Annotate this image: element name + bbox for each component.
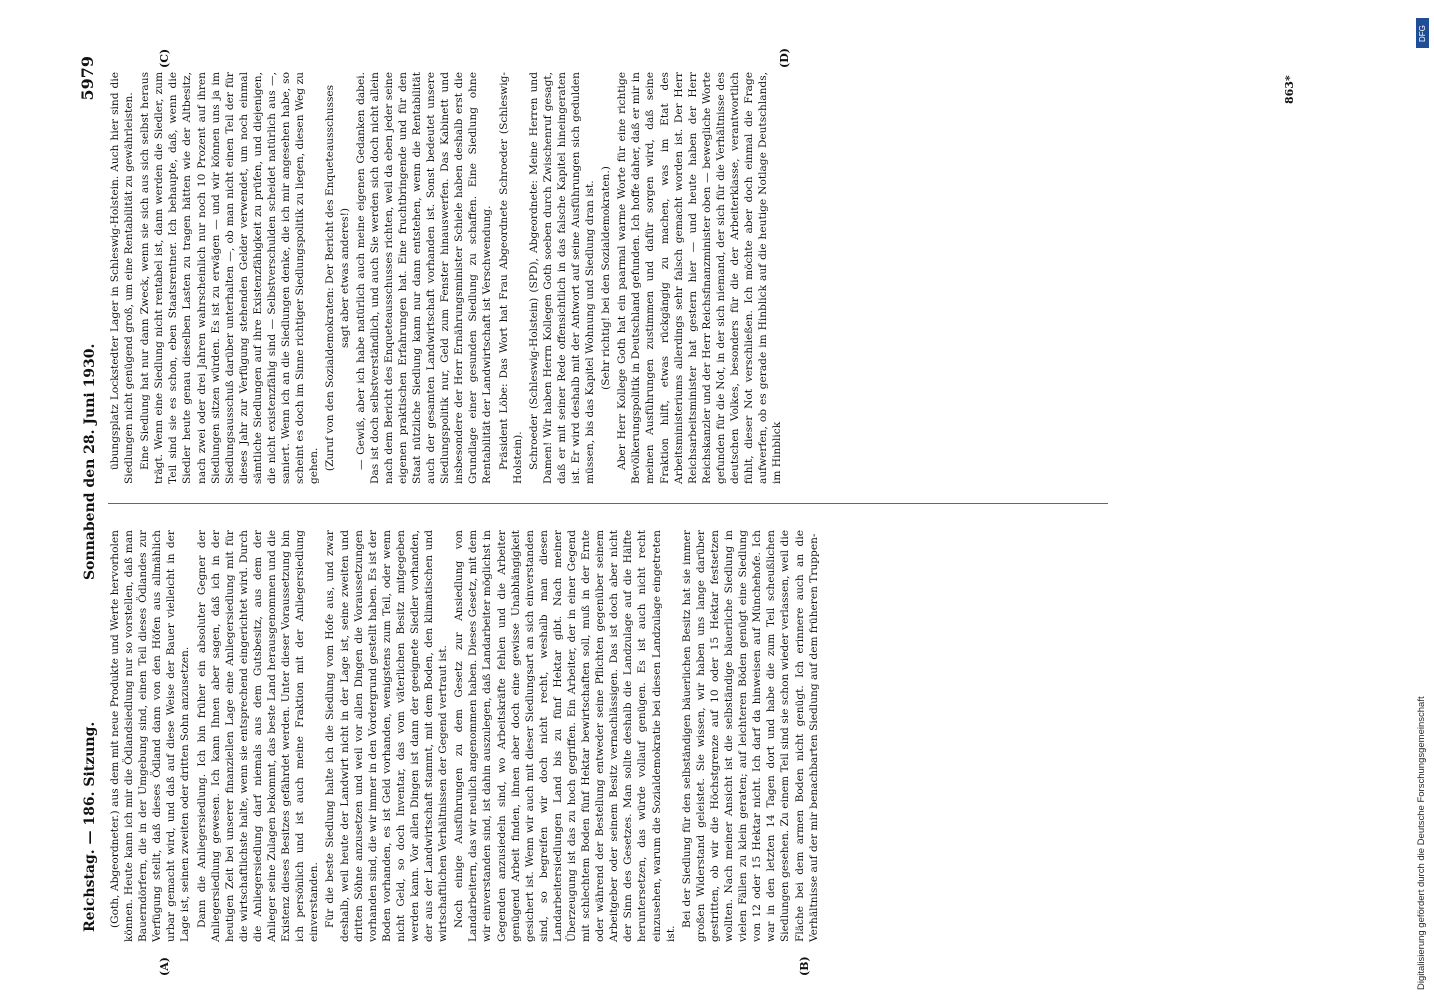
header-date: Sonnabend den 28. Juni 1930. — [82, 343, 98, 580]
document-page — [78, 48, 1408, 976]
interjection: (Zuruf von den Sozialdemokraten: Der Bericht des Enqueteausschusses sagt aber etwas anderes!) — [324, 84, 351, 472]
header-left: Reichstag. — 186. Sitzung. — [82, 721, 98, 932]
paragraph: (Goth, Abgeordneter.) aus dem mit neue Produkte und Werte hervorholen können. Heute kann ich mir die Ödlandsiedlung nur so vorstellen, daß man Bauerndörfern, die in der Umgebung sind, einen Teil dieses Ödlandes zur Verfügung stellt, daß dieses Ödland dann von den Höfen aus allmählich urbar gemacht wird, und daß auf diese Weise der Bauer vielleicht in der Lage ist, seinen zweiten oder dritten Sohn anzusetzen. — [109, 530, 192, 942]
speaker-paragraph: Präsident Löbe: Das Wort hat Frau Abgeordnete Schroeder (Schleswig-Holstein). — [497, 72, 524, 484]
paragraph: übungsplatz Lockstedter Lager in Schleswig-Holstein. Auch hier sind die Siedlungen nicht genügend groß, um eine Rentabilität zu gewährleisten. — [109, 72, 136, 484]
speaker-paragraph: Schroeder (Schleswig-Holstein) (SPD), Abgeordnete: Meine Herren und Damen! Wir haben Herrn Kollegen Goth soeben durch Zwischenruf gesagt, daß er mit seiner Rede offensichtlich in das falsche Kapitel hineingeraten ist. Er wird deshalb mit der Antwort auf seine Ausführungen sich gedulden müssen, bis das Kapitel Wohnung und Siedlung dran ist. — [527, 72, 597, 484]
margin-marker-a: (A) — [158, 957, 171, 976]
paragraph: Dann die Anliegersiedlung. Ich bin früher ein absoluter Gegner der Anliegersiedlung gewesen. Ich kann Ihnen aber sagen, daß ich in der heutigen Zeit bei unserer finanziellen Lage eine Anliegersiedlung mit für die wirtschaftlichste halte, wenn sie entsprechend eingerichtet wird. Durch die Anliegersiedlung darf niemals aus dem Gutsbesitz, aus dem der Anlieger seine Zulagen bekommt, das beste Land herausgenommen und die Existenz dieses Besitzes gefährdet werden. Unter dieser Voraussetzung bin ich persönlich und ist auch meine Fraktion mit der Anliegersiedlung einverstanden. — [195, 530, 321, 942]
page-number: 5979 — [78, 56, 97, 101]
page-header — [78, 50, 104, 950]
column-divider — [108, 503, 1108, 504]
margin-marker-b: (B) — [798, 956, 811, 976]
paragraph: Noch einige Ausführungen zu dem Gesetz zur Ansiedlung von Landarbeitern, das wir neulich angenommen haben. Dieses Gesetz, mit dem wir einverstanden sind, ist dahin auszulegen, daß Landarbeiter möglichst in Gegenden anzusiedeln sind, wo Arbeitskräfte fehlen und die Arbeiter genügend Arbeit finden, ihnen aber doch eine gewisse Unabhängigkeit gesichert ist. Wenn wir auch mit dieser Siedlungsart an sich einverstanden sind, so begreifen wir doch nicht recht, weshalb man diesen Landarbeitersiedlungen Land bis zu fünf Hektar gibt. Nach meiner Überzeugung ist das zu hoch gegriffen. Ein Arbeiter, der in einer Gegend mit schlechtem Boden fünf Hektar bewirtschaften soll, muß in der Ernte oder während der Bestellung entweder seine Pflichten gegenüber seinem Arbeitgeber oder seinem Besitz vernachlässigen. Das ist doch aber nicht der Sinn des Gesetzes. Man sollte deshalb die Landzulage auf die Hälfte heruntersetzen, das würde vollauf genügen. Es ist auch nicht recht einzusehen, warum die Sozialdemokratie bei diesen Landzulage eingetreten ist. — [453, 530, 677, 942]
signature-mark: 863* — [1283, 75, 1296, 104]
dfg-sidebar — [1416, 10, 1430, 990]
paragraph: Bei der Siedlung für den selbständigen bäuerlichen Besitz hat sie immer großen Widerstand geleistet. Sie wissen, wir haben uns lange darüber gestritten, ob wir die Höchstgrenze auf 10 oder 15 Hektar festsetzen wollten. Nach meiner Ansicht ist die selbständige bäuerliche Siedlung in vielen Fällen zu klein geraten; auf leichteren Böden genügt eine Siedlung von 12 oder 15 Hektar nicht. Ich darf da hinweisen auf Münchehofe. Ich war in den letzten 14 Tagen dort und habe die zum Teil scheußlichen Siedlungen gesehen. Zu einem Teil sind sie schon wieder verlassen, weil die Fläche bei dem armen Boden nicht genügt. Ich erinnere auch an die Verhältnisse auf der mir benachbarten Siedlung auf dem früheren Truppen- — [680, 530, 820, 942]
dfg-logo-text: DFG — [1418, 25, 1427, 42]
funding-note: Digitalisierung gefördert durch die Deutsche Forschungsgemeinschaft — [1416, 696, 1427, 990]
paragraph: — Gewiß, aber ich habe natürlich auch meine eigenen Gedanken dabei. Das ist doch selbstverständlich, und auch Sie werden sich doch nicht allein nach dem Bericht des Enqueteausschusses richten, weil da eben jeder seine eigenen praktischen Erfahrungen hat. Eine fruchtbringende und für den Staat nützliche Siedlung kann nur dann entstehen, wenn die Rentabilität auch der gesamten Landwirtschaft vorhanden ist. Sonst bedeutet unsere Siedlungspolitik nur, Geld zum Fenster hinauswerfen. Das Kabinett und insbesondere der Herr Ernährungsminister Schiele haben deshalb erst die Grundlage einer gesunden Siedlung zu schaffen. Eine Siedlung ohne Rentabilität der Landwirtschaft ist Verschwendung. — [354, 72, 494, 484]
paragraph: Für die beste Siedlung halte ich die Siedlung vom Hofe aus, und zwar deshalb, weil heute der Landwirt nicht in der Lage ist, seine zweiten und dritten Söhne anzusetzen und weil vor allen Dingen die Voraussetzungen vorhanden sind, die wir immer in den Vordergrund gestellt haben. Es ist der Boden vorhanden, es ist Geld vorhanden, wenigstens zum Teil, oder wenn nicht Geld, so doch Inventar, das vom väterlichen Besitz mitgegeben werden kann. Vor allen Dingen ist dann der geeignete Siedler vorhanden, der aus der Landwirtschaft stammt, mit dem Boden, den klimatischen und wirtschaftlichen Verhältnissen der Gegend vertraut ist. — [324, 530, 450, 942]
text-column-left — [108, 530, 823, 942]
interjection: (Sehr richtig! bei den Sozialdemokraten.) — [600, 166, 613, 390]
paragraph: Eine Siedlung hat nur dann Zweck, wenn sie sich aus sich selbst heraus trägt. Wenn eine Siedlung nicht rentabel ist, dann werden die Siedler, zum Teil sind sie es schon, eben Staatsrentner. Ich behaupte, daß, wenn die Siedler heute genau dieselben Lasten zu tragen hätten wie der Altbesitz, nach zwei oder drei Jahren wahrscheinlich nur noch 10 Prozent auf ihren Siedlungen sitzen würden. Es ist zu erwägen — und wir können uns ja im Siedlungsausschuß darüber unterhalten —, ob man nicht einen Teil der für dieses Jahr zur Verfügung stehenden Gelder verwendet, um noch einmal sämtliche Siedlungen auf ihre Existenzfähigkeit zu prüfen, und diejenigen, die nicht existenzfähig sind — Selbstverschulden scheidet natürlich aus —, saniert. Wenn ich an die Siedlungen denke, die ich mir angesehen habe, so scheint es doch im Sinne richtiger Siedlungspolitik zu liegen, diesen Weg zu gehen. — [139, 72, 321, 484]
margin-marker-c: (C) — [158, 48, 171, 68]
paragraph: Aber Herr Kollege Goth hat ein paarmal warme Worte für eine richtige Bevölkerungspolitik in Deutschland gefunden. Ich hoffe daher, daß er mir in meinen Ausführungen zustimmen und dafür sorgen wird, daß seine Fraktion hilft, etwas rückgängig zu machen, was im Etat des Arbeitsministeriums allerdings sehr falsch gemacht worden ist. Der Herr Reichsarbeitsminister hat gestern hier — und heute haben der Herr Reichskanzler und der Herr Reichsfinanzminister oben — bewegliche Worte gefunden für die Not, in der sich niemand, der sich für die Verhältnisse des deutschen Volkes, besonders für die der Arbeiterklasse, verantwortlich fühlt, dieser Not verschließen. Ich möchte aber doch einmal die Frage aufwerfen, ob es gerade im Hinblick auf die heutige Notlage Deutschlands, im Hinblick — [616, 72, 784, 484]
dfg-logo — [1416, 18, 1429, 48]
margin-marker-d: (D) — [778, 48, 791, 68]
text-column-right — [108, 72, 786, 484]
